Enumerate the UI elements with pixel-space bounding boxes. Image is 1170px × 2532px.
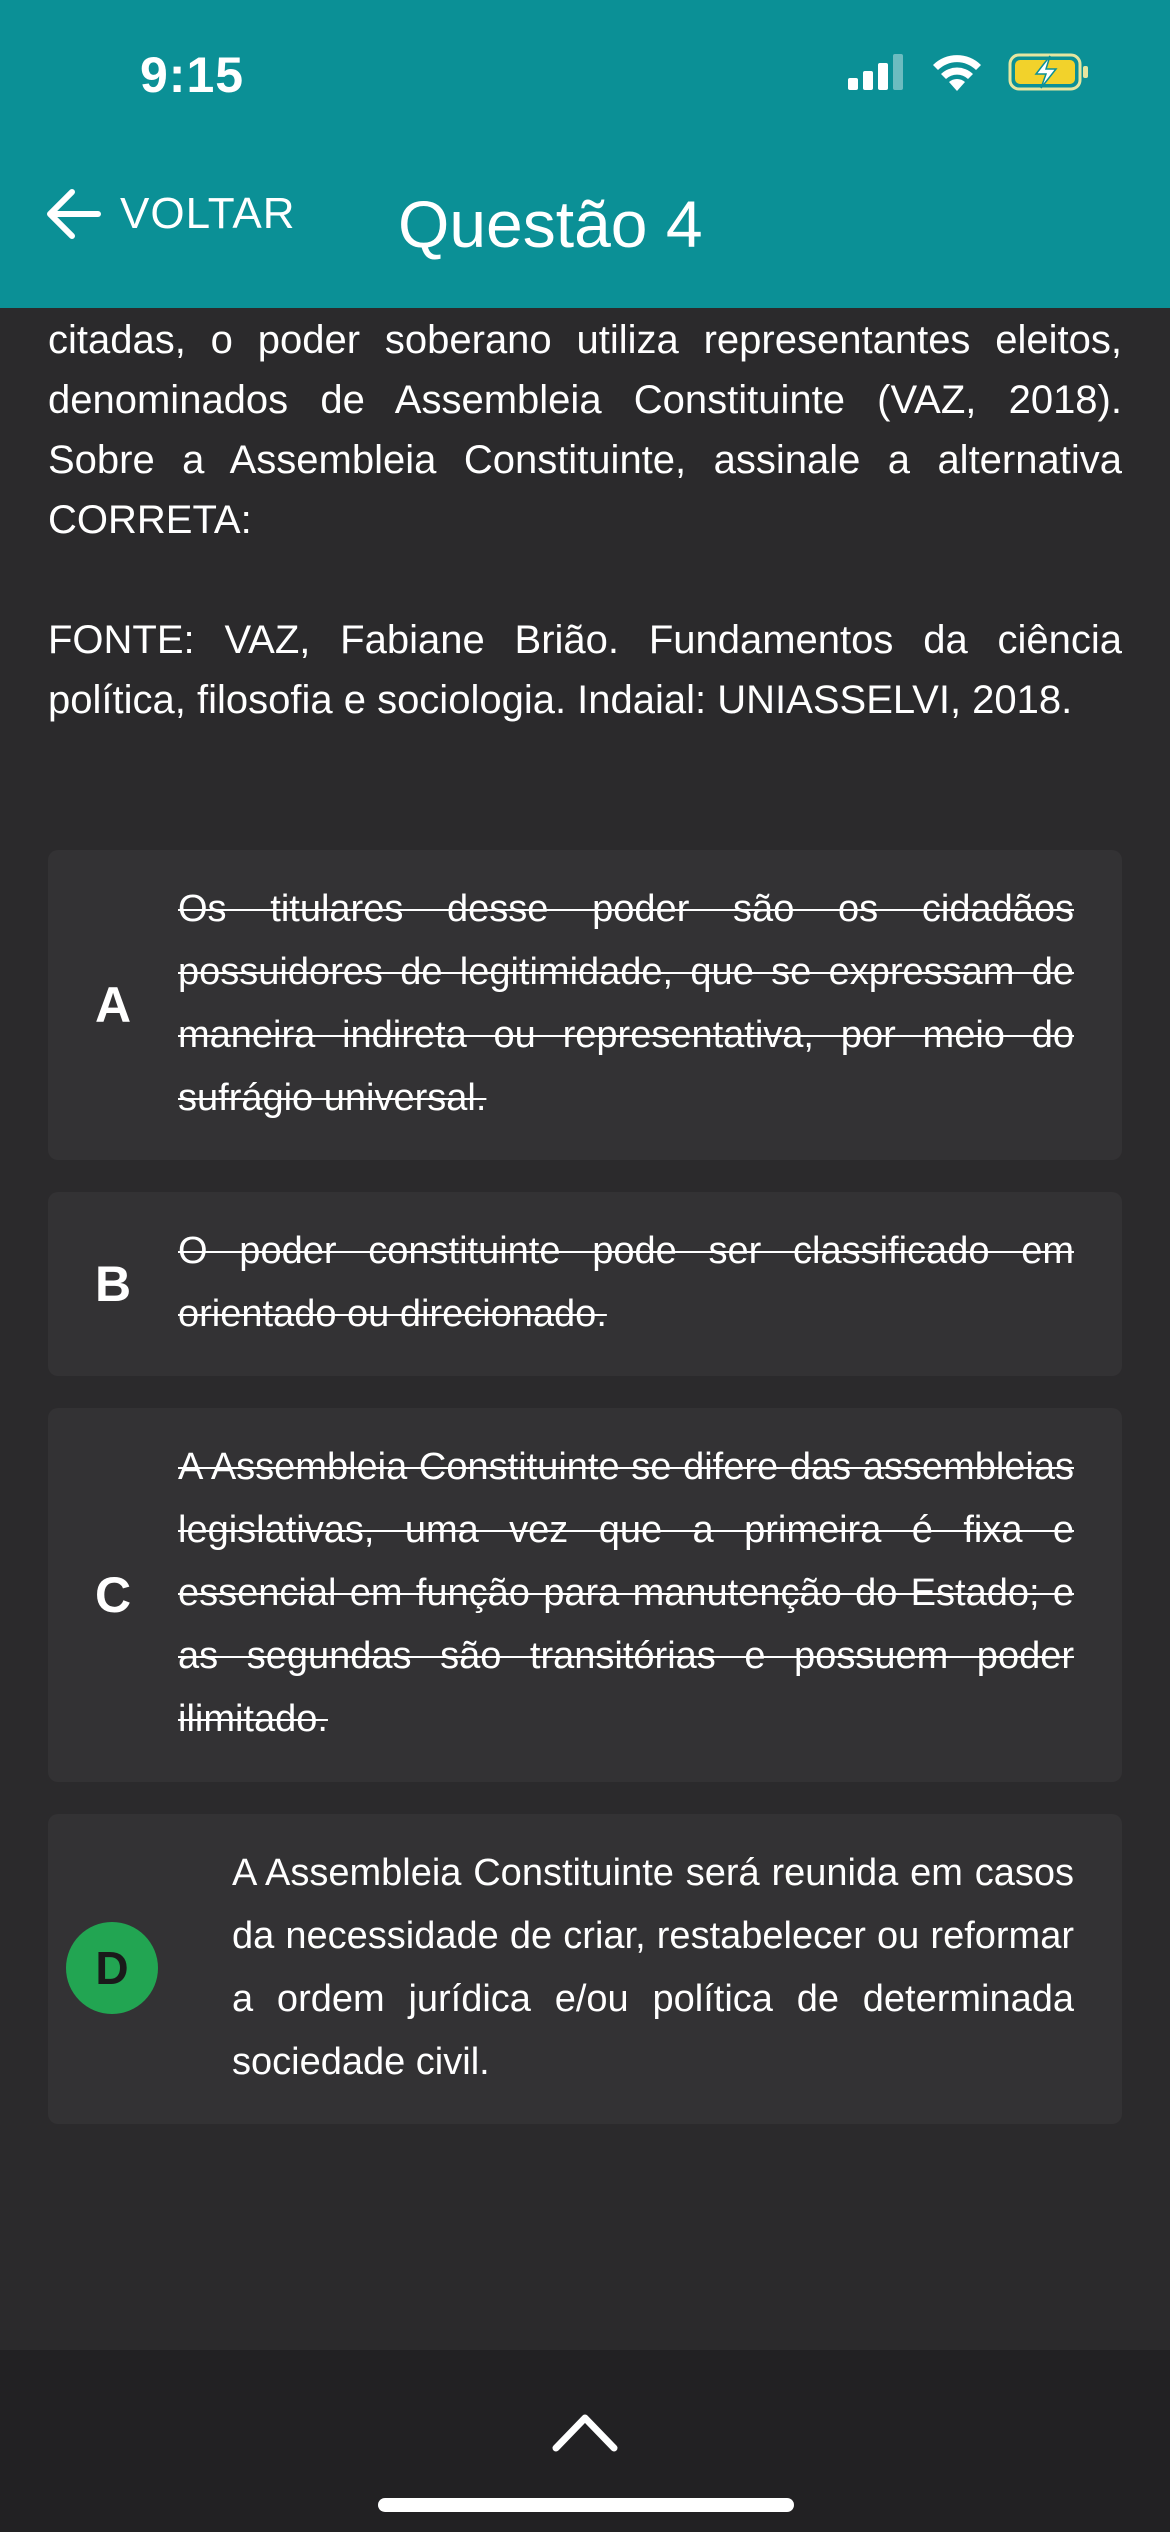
option-text: O poder constituinte pode ser classificado em orientado ou direcionado. — [178, 1230, 1074, 1335]
app-header — [0, 0, 1170, 308]
arrow-left-icon — [44, 188, 102, 240]
question-statement: citadas, o poder soberano utiliza representantes eleitos, denominados de Assembleia Constituinte (VAZ, 2018). Sobre a Assembleia Constituinte, assinale a alternativa CORRETA: — [48, 318, 1122, 542]
option-a[interactable] — [48, 850, 1122, 1160]
bottom-bar — [0, 2350, 1170, 2532]
status-icons — [848, 52, 1090, 92]
option-d[interactable] — [48, 1814, 1122, 2124]
option-b[interactable] — [48, 1192, 1122, 1376]
battery-charging-icon — [1008, 52, 1090, 92]
option-letter: C — [94, 1567, 132, 1623]
page-title: Questão 4 — [398, 187, 703, 261]
option-letter: B — [94, 1256, 132, 1312]
back-label: VOLTAR — [120, 189, 296, 238]
wifi-icon — [932, 53, 982, 91]
option-letter: A — [94, 977, 132, 1033]
chevron-up-icon[interactable] — [550, 2410, 620, 2454]
question-source: FONTE: VAZ, Fabiane Brião. Fundamentos da ciência política, filosofia e sociologia. Indaial: UNIASSELVI, 2018. — [48, 618, 1122, 722]
option-c[interactable] — [48, 1408, 1122, 1782]
option-text: A Assembleia Constituinte se difere das assembleias legislativas, uma vez que a primeira é fixa e essencial em função para manutenção do Estado; e as segundas são transitórias e possuem poder ilimitado. — [178, 1446, 1074, 1740]
option-text: Os titulares desse poder são os cidadãos possuidores de legitimidade, que se expressam de maneira indireta ou representativa, por meio do sufrágio universal. — [178, 888, 1074, 1119]
home-indicator — [378, 2498, 794, 2512]
question-text-block — [48, 310, 1122, 730]
back-button[interactable] — [44, 188, 296, 240]
cellular-signal-icon — [848, 54, 906, 90]
option-text: A Assembleia Constituinte será reunida em casos da necessidade de criar, restabelecer ou reformar a ordem jurídica e/ou política de determinada sociedade civil. — [232, 1852, 1074, 2083]
status-time: 9:15 — [140, 47, 245, 103]
selected-answer-badge: D — [66, 1922, 158, 2014]
